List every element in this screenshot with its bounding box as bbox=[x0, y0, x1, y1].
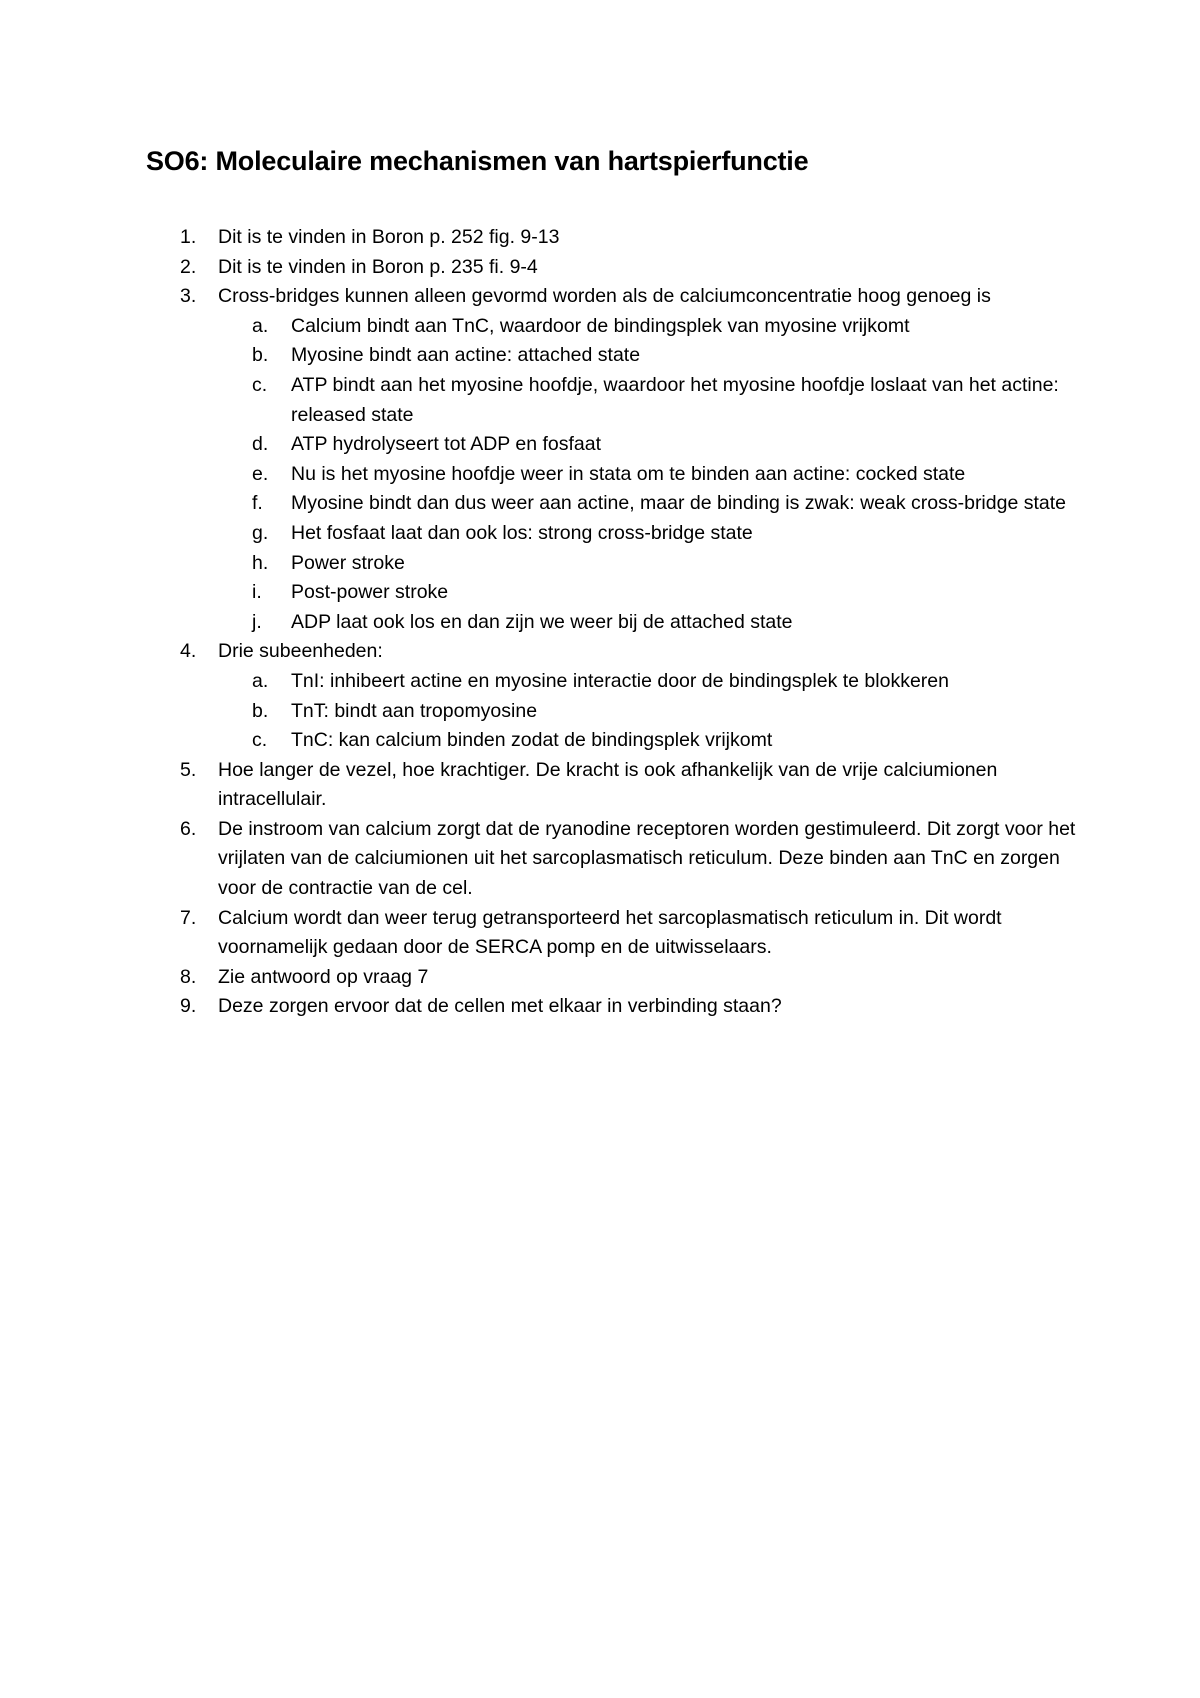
item-text: De instroom van calcium zorgt dat de ryanodine receptoren worden gestimuleerd. Dit zorgt voor het vrijlaten van de calciumionen uit het sarcoplasmatisch reticulum. Deze binden aan TnC en zorgen voor de contractie van de cel. bbox=[218, 817, 1076, 900]
sub-item-text: TnC: kan calcium binden zodat de bindingsplek vrijkomt bbox=[291, 729, 773, 752]
sub-item-f bbox=[218, 489, 1076, 519]
answer-item-8 bbox=[0, 963, 1080, 993]
sub-list bbox=[218, 312, 1080, 638]
item-number: 4. bbox=[180, 640, 197, 663]
sub-item-text: Calcium bindt aan TnC, waardoor de bindingsplek van myosine vrijkomt bbox=[291, 314, 910, 337]
sub-item-text: ATP bindt aan het myosine hoofdje, waardoor het myosine hoofdje loslaat van het actine: released state bbox=[291, 373, 1059, 426]
answer-item-3 bbox=[0, 282, 1080, 637]
sub-item-text: TnT: bindt aan tropomyosine bbox=[291, 699, 538, 722]
sub-item-a bbox=[218, 667, 1076, 697]
answer-item-4 bbox=[0, 637, 1080, 755]
sub-item-c bbox=[218, 371, 1076, 430]
sub-item-b bbox=[218, 341, 1076, 371]
sub-item-letter: a. bbox=[252, 314, 269, 337]
sub-item-d bbox=[218, 430, 1076, 460]
page-title: SO6: Moleculaire mechanismen van hartspierfunctie bbox=[146, 146, 809, 176]
answer-item-6 bbox=[0, 815, 1080, 904]
item-text: Deze zorgen ervoor dat de cellen met elkaar in verbinding staan? bbox=[218, 995, 782, 1018]
answer-item-9 bbox=[0, 992, 1080, 1022]
sub-item-j bbox=[218, 608, 1076, 638]
item-number: 8. bbox=[180, 965, 197, 988]
item-number: 2. bbox=[180, 255, 197, 278]
sub-item-letter: c. bbox=[252, 373, 268, 396]
item-text: Zie antwoord op vraag 7 bbox=[218, 965, 429, 988]
sub-item-text: TnI: inhibeert actine en myosine interactie door de bindingsplek te blokkeren bbox=[291, 669, 949, 692]
sub-item-i bbox=[218, 578, 1076, 608]
item-number: 6. bbox=[180, 817, 197, 840]
sub-item-letter: b. bbox=[252, 344, 269, 367]
sub-item-letter: e. bbox=[252, 462, 269, 485]
sub-item-text: Post-power stroke bbox=[291, 581, 449, 604]
sub-item-text: Myosine bindt aan actine: attached state bbox=[291, 344, 641, 367]
sub-item-letter: j. bbox=[252, 610, 262, 633]
sub-item-text: Myosine bindt dan dus weer aan actine, maar de binding is zwak: weak cross-bridge state bbox=[291, 492, 1066, 515]
sub-list bbox=[218, 667, 1080, 756]
sub-item-text: Power stroke bbox=[291, 551, 405, 574]
sub-item-letter: g. bbox=[252, 521, 269, 544]
item-text: Cross-bridges kunnen alleen gevormd worden als de calciumconcentratie hoog genoeg is bbox=[218, 285, 991, 308]
sub-item-c bbox=[218, 726, 1076, 756]
sub-item-e bbox=[218, 460, 1076, 490]
sub-item-h bbox=[218, 549, 1076, 579]
answer-item-1 bbox=[0, 223, 1080, 253]
answer-item-5 bbox=[0, 756, 1080, 815]
sub-item-letter: f. bbox=[252, 492, 263, 515]
answer-list bbox=[0, 223, 1200, 1022]
sub-item-letter: i. bbox=[252, 581, 262, 604]
sub-item-letter: b. bbox=[252, 699, 269, 722]
item-number: 3. bbox=[180, 285, 197, 308]
item-text: Calcium wordt dan weer terug getransporteerd het sarcoplasmatisch reticulum in. Dit wordt voornamelijk gedaan door de SERCA pomp en de uitwisselaars. bbox=[218, 906, 1002, 959]
item-text: Dit is te vinden in Boron p. 235 fi. 9-4 bbox=[218, 255, 538, 278]
item-number: 1. bbox=[180, 226, 197, 248]
sub-item-text: ADP laat ook los en dan zijn we weer bij de attached state bbox=[291, 610, 793, 633]
sub-item-text: Nu is het myosine hoofdje weer in stata om te binden aan actine: cocked state bbox=[291, 462, 966, 485]
sub-item-text: Het fosfaat laat dan ook los: strong cross-bridge state bbox=[291, 521, 753, 544]
sub-item-a bbox=[218, 312, 1076, 342]
sub-item-text: ATP hydrolyseert tot ADP en fosfaat bbox=[291, 433, 602, 456]
item-text: Hoe langer de vezel, hoe krachtiger. De kracht is ook afhankelijk van de vrije calciumionen intracellulair. bbox=[218, 758, 998, 811]
answer-item-2 bbox=[0, 253, 1080, 283]
item-number: 5. bbox=[180, 758, 197, 781]
item-text: Drie subeenheden: bbox=[218, 640, 383, 663]
item-number: 9. bbox=[180, 995, 197, 1018]
sub-item-letter: c. bbox=[252, 729, 268, 752]
item-text: Dit is te vinden in Boron p. 252 fig. 9-13 bbox=[218, 226, 560, 248]
sub-item-letter: a. bbox=[252, 669, 269, 692]
sub-item-b bbox=[218, 697, 1076, 727]
sub-item-g bbox=[218, 519, 1076, 549]
answer-item-7 bbox=[0, 904, 1080, 963]
sub-item-letter: h. bbox=[252, 551, 269, 574]
item-number: 7. bbox=[180, 906, 197, 929]
sub-item-letter: d. bbox=[252, 433, 269, 456]
